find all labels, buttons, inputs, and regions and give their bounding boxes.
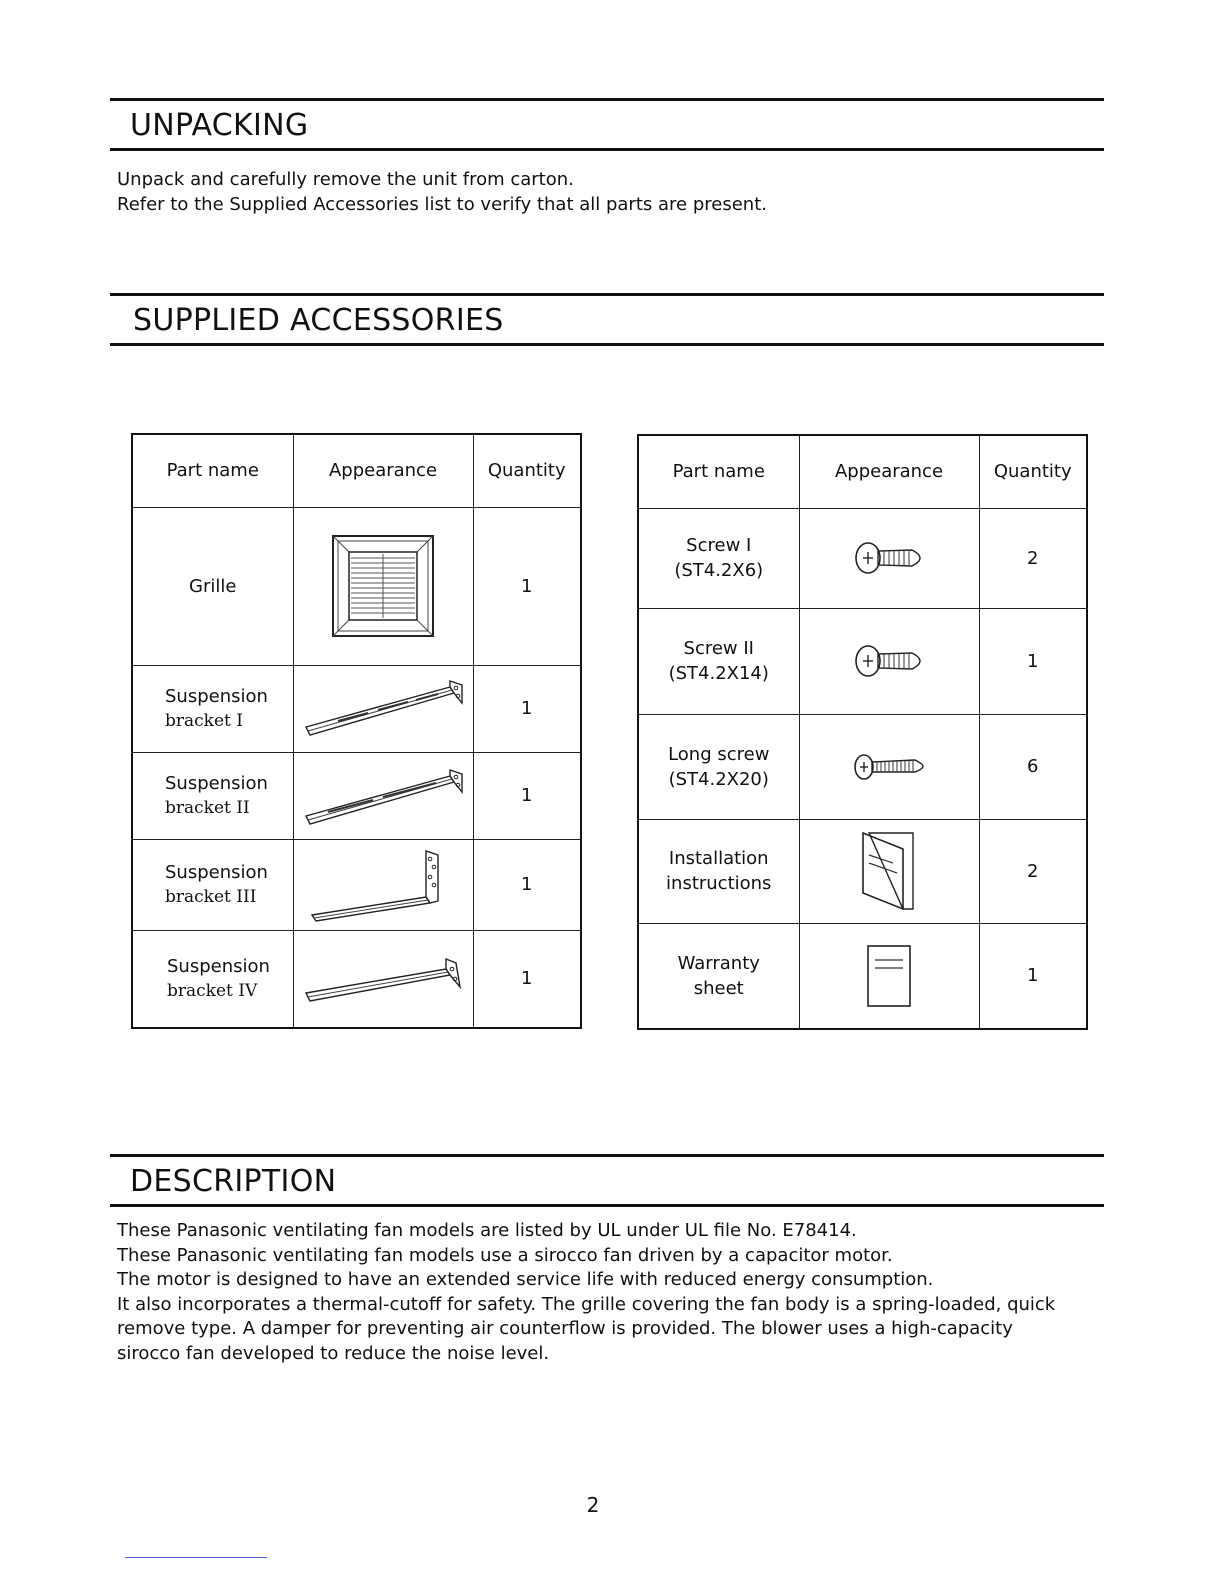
header-appearance: Appearance [799, 435, 979, 508]
description-title: DESCRIPTION [130, 1164, 337, 1199]
appearance-cell [799, 714, 979, 819]
part-name-cell [638, 508, 799, 608]
part-name-sub: bracket IV [167, 980, 258, 1001]
description-line: These Panasonic ventilating fan models are listed by UL under UL file No. E78414. [117, 1220, 857, 1241]
part-name-cell [132, 665, 293, 752]
table-row [638, 508, 1087, 608]
booklet-icon [859, 829, 919, 913]
description-line: sirocco fan developed to reduce the noise level. [117, 1342, 550, 1364]
appearance-cell [293, 752, 473, 839]
quantity-cell: 2 [979, 508, 1087, 608]
part-name-cell [132, 839, 293, 930]
part-name: Suspension [165, 685, 268, 707]
part-name: Long screw [668, 743, 770, 765]
description-text [117, 1219, 1055, 1367]
part-name: Warranty [677, 952, 760, 974]
screw-icon [854, 641, 924, 681]
part-name-sub: sheet [693, 977, 744, 999]
bracket-ii-icon [298, 764, 468, 828]
appearance-cell [293, 930, 473, 1028]
part-name: Suspension [165, 772, 268, 794]
appearance-cell [799, 923, 979, 1029]
part-name-sub: bracket II [165, 797, 250, 818]
part-name: Suspension [165, 861, 268, 883]
header-part-name: Part name [638, 435, 799, 508]
table-row [132, 930, 581, 1028]
header-part-name: Part name [132, 434, 293, 507]
quantity-cell: 1 [979, 608, 1087, 714]
accessories-header [110, 293, 1104, 346]
appearance-cell [799, 819, 979, 923]
screw-icon [854, 538, 924, 578]
table-row [132, 752, 581, 839]
header-quantity: Quantity [473, 434, 581, 507]
part-name-sub: (ST4.2X20) [668, 768, 769, 790]
appearance-cell [293, 507, 473, 665]
description-line: It also incorporates a thermal-cutoff for safety. The grille covering the fan body is a spring-loaded, quick [117, 1293, 1056, 1315]
quantity-cell: 1 [979, 923, 1087, 1029]
part-name: Screw I [686, 535, 752, 556]
part-name-cell [132, 507, 293, 665]
sheet-icon [866, 944, 912, 1008]
appearance-cell [293, 839, 473, 930]
part-name-sub: instructions [666, 873, 772, 894]
table-row [132, 507, 581, 665]
quantity-cell: 1 [473, 507, 581, 665]
description-line: The motor is designed to have an extended service life with reduced energy consumption. [117, 1269, 934, 1291]
part-name-cell [638, 923, 799, 1029]
part-name-sub: (ST4.2X14) [668, 663, 769, 684]
footer-divider [125, 1557, 267, 1558]
table-row [638, 923, 1087, 1029]
unpacking-line: Unpack and carefully remove the unit from carton. [117, 169, 574, 190]
part-name: Installation [668, 848, 769, 869]
appearance-cell [293, 665, 473, 752]
part-name: Screw II [683, 638, 754, 659]
table-row [638, 714, 1087, 819]
unpacking-line: Refer to the Supplied Accessories list to verify that all parts are present. [117, 193, 767, 215]
part-name-cell [638, 608, 799, 714]
table-header-row [638, 435, 1087, 508]
part-name-cell [638, 714, 799, 819]
table-row [132, 665, 581, 752]
quantity-cell: 1 [473, 930, 581, 1028]
table-row [638, 819, 1087, 923]
quantity-cell: 1 [473, 839, 581, 930]
unpacking-text [117, 168, 767, 217]
quantity-cell: 2 [979, 819, 1087, 923]
quantity-cell: 6 [979, 714, 1087, 819]
quantity-cell: 1 [473, 752, 581, 839]
header-quantity: Quantity [979, 435, 1087, 508]
bracket-iv-icon [298, 947, 468, 1011]
accessories-title: SUPPLIED ACCESSORIES [133, 303, 504, 338]
appearance-cell [799, 608, 979, 714]
part-name: Grille [189, 575, 237, 597]
table-row [132, 839, 581, 930]
bracket-iii-icon [308, 845, 458, 925]
table-header-row [132, 434, 581, 507]
accessories-table-left [131, 433, 582, 1029]
unpacking-title: UNPACKING [130, 108, 309, 143]
part-name-sub: bracket I [165, 710, 243, 731]
grille-icon [331, 534, 435, 638]
description-line: remove type. A damper for preventing air counterflow is provided. The blower uses a high-capacity [117, 1318, 1013, 1340]
appearance-cell [799, 508, 979, 608]
description-line: These Panasonic ventilating fan models use a sirocco fan driven by a capacitor motor. [117, 1244, 893, 1266]
part-name-sub: bracket III [165, 886, 257, 907]
part-name: Suspension [167, 955, 270, 977]
long-screw-icon [853, 750, 925, 784]
header-appearance: Appearance [293, 434, 473, 507]
part-name-sub: (ST4.2X6) [674, 560, 764, 581]
part-name-cell [638, 819, 799, 923]
unpacking-header [110, 98, 1104, 151]
bracket-i-icon [298, 677, 468, 741]
page-number: 2 [586, 1493, 600, 1517]
part-name-cell [132, 752, 293, 839]
accessories-table-right [637, 434, 1088, 1030]
description-header [110, 1154, 1104, 1207]
table-row [638, 608, 1087, 714]
quantity-cell: 1 [473, 665, 581, 752]
part-name-cell [132, 930, 293, 1028]
